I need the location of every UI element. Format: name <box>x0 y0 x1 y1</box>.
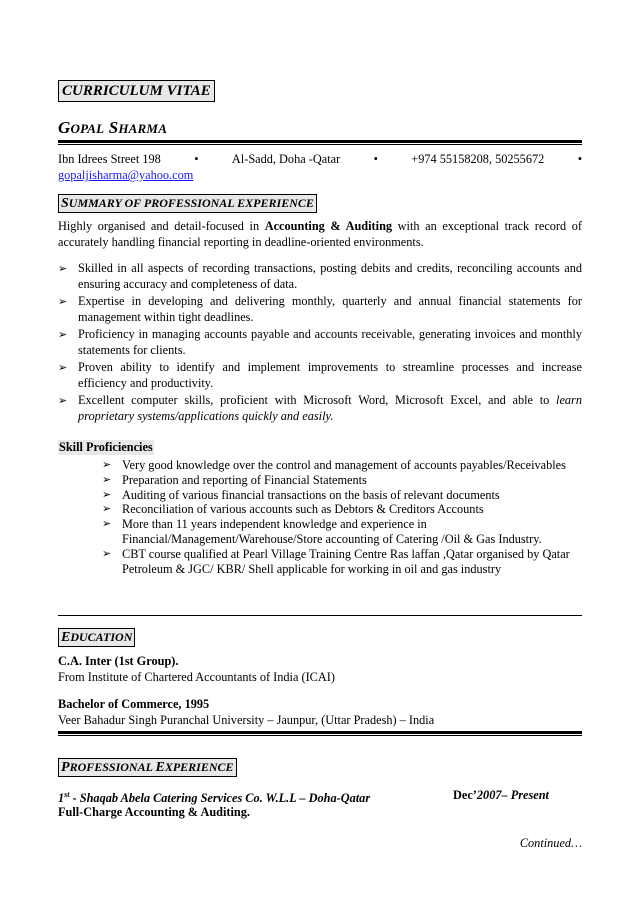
list-item: ➢ Skilled in all aspects of recording transactions, posting debits and credits, reconciling accounts and ensuring accuracy and completeness of data. <box>58 261 582 292</box>
list-item: ➢ Reconciliation of various accounts such as Debtors & Creditors Accounts <box>102 502 572 517</box>
bullet-separator: • <box>577 152 582 166</box>
section-divider <box>58 615 582 616</box>
list-item: ➢ Proven ability to identify and implement improvements to streamline processes and increase efficiency and productivity. <box>58 360 582 391</box>
institution: From Institute of Chartered Accountants of India (ICAI) <box>58 670 335 684</box>
summary-intro: Highly organised and detail-focused in Accounting & Auditing with an exceptional track record of accurately handling financial reporting in deadline-oriented environments. <box>58 219 583 249</box>
institution: Veer Bahadur Singh Puranchal University – Jaunpur, (Uttar Pradesh) – India <box>58 713 435 727</box>
job-title-line: 1st - Shaqab Abela Catering Services Co. W.L.L – Doha-Qatar <box>58 790 371 806</box>
list-item: ➢ Very good knowledge over the control and management of accounts payables/Receivables <box>102 458 572 473</box>
skills-list <box>102 458 572 576</box>
education-entry <box>58 653 335 685</box>
summary-bullets <box>58 261 582 426</box>
address-street: Ibn Idrees Street 198 <box>58 152 161 166</box>
degree: C.A. Inter (1st Group). <box>58 654 179 668</box>
job-dates: Dec’2007– Present <box>453 788 549 802</box>
list-item: ➢ Auditing of various financial transactions on the basis of relevant documents <box>102 488 572 503</box>
name-divider <box>58 140 582 145</box>
experience-heading: PROFESSIONAL EXPERIENCE <box>58 758 237 777</box>
education-heading: EDUCATION <box>58 628 135 647</box>
summary-heading: SUMMARY OF PROFESSIONAL EXPERIENCE <box>58 194 317 213</box>
skills-heading: Skill Proficiencies <box>59 440 153 454</box>
list-item: ➢ Preparation and reporting of Financial Statements <box>102 473 572 488</box>
list-item: ➢ Proficiency in managing accounts payable and accounts receivable, generating invoices and monthly statements for clients. <box>58 327 582 358</box>
address-city: Al-Sadd, Doha -Qatar <box>231 152 341 166</box>
candidate-name: GOPAL SHARMA <box>58 118 168 137</box>
phone-numbers: +974 55158208, 50255672 <box>411 152 545 166</box>
list-item: ➢ Expertise in developing and delivering monthly, quarterly and annual financial statements for management within tight deadlines. <box>58 294 582 325</box>
contact-block <box>58 151 582 183</box>
continued-note: Continued… <box>519 836 582 850</box>
list-item: ➢ CBT course qualified at Pearl Village Training Centre Ras laffan ,Qatar organised by Qatar Petroleum & JGC/ KBR/ Shell applicable for working in oil and gas industry <box>102 547 572 577</box>
list-item: ➢ Excellent computer skills, proficient with Microsoft Word, Microsoft Excel, and able to learn proprietary systems/applications quickly and easily. <box>58 393 582 424</box>
education-entry <box>58 696 434 728</box>
section-divider <box>58 731 582 736</box>
bullet-separator: • <box>373 152 378 166</box>
bullet-separator: • <box>194 152 199 166</box>
cv-title: CURRICULUM VITAE <box>58 80 215 102</box>
list-item: ➢ More than 11 years independent knowledge and experience in Financial/Management/Warehouse/Store accounting of Catering /Oil & Gas Industry. <box>102 517 572 547</box>
email-link[interactable]: gopaljisharma@yahoo.com <box>58 168 194 182</box>
degree: Bachelor of Commerce, 1995 <box>58 697 210 711</box>
job-role: Full-Charge Accounting & Auditing. <box>58 805 250 819</box>
